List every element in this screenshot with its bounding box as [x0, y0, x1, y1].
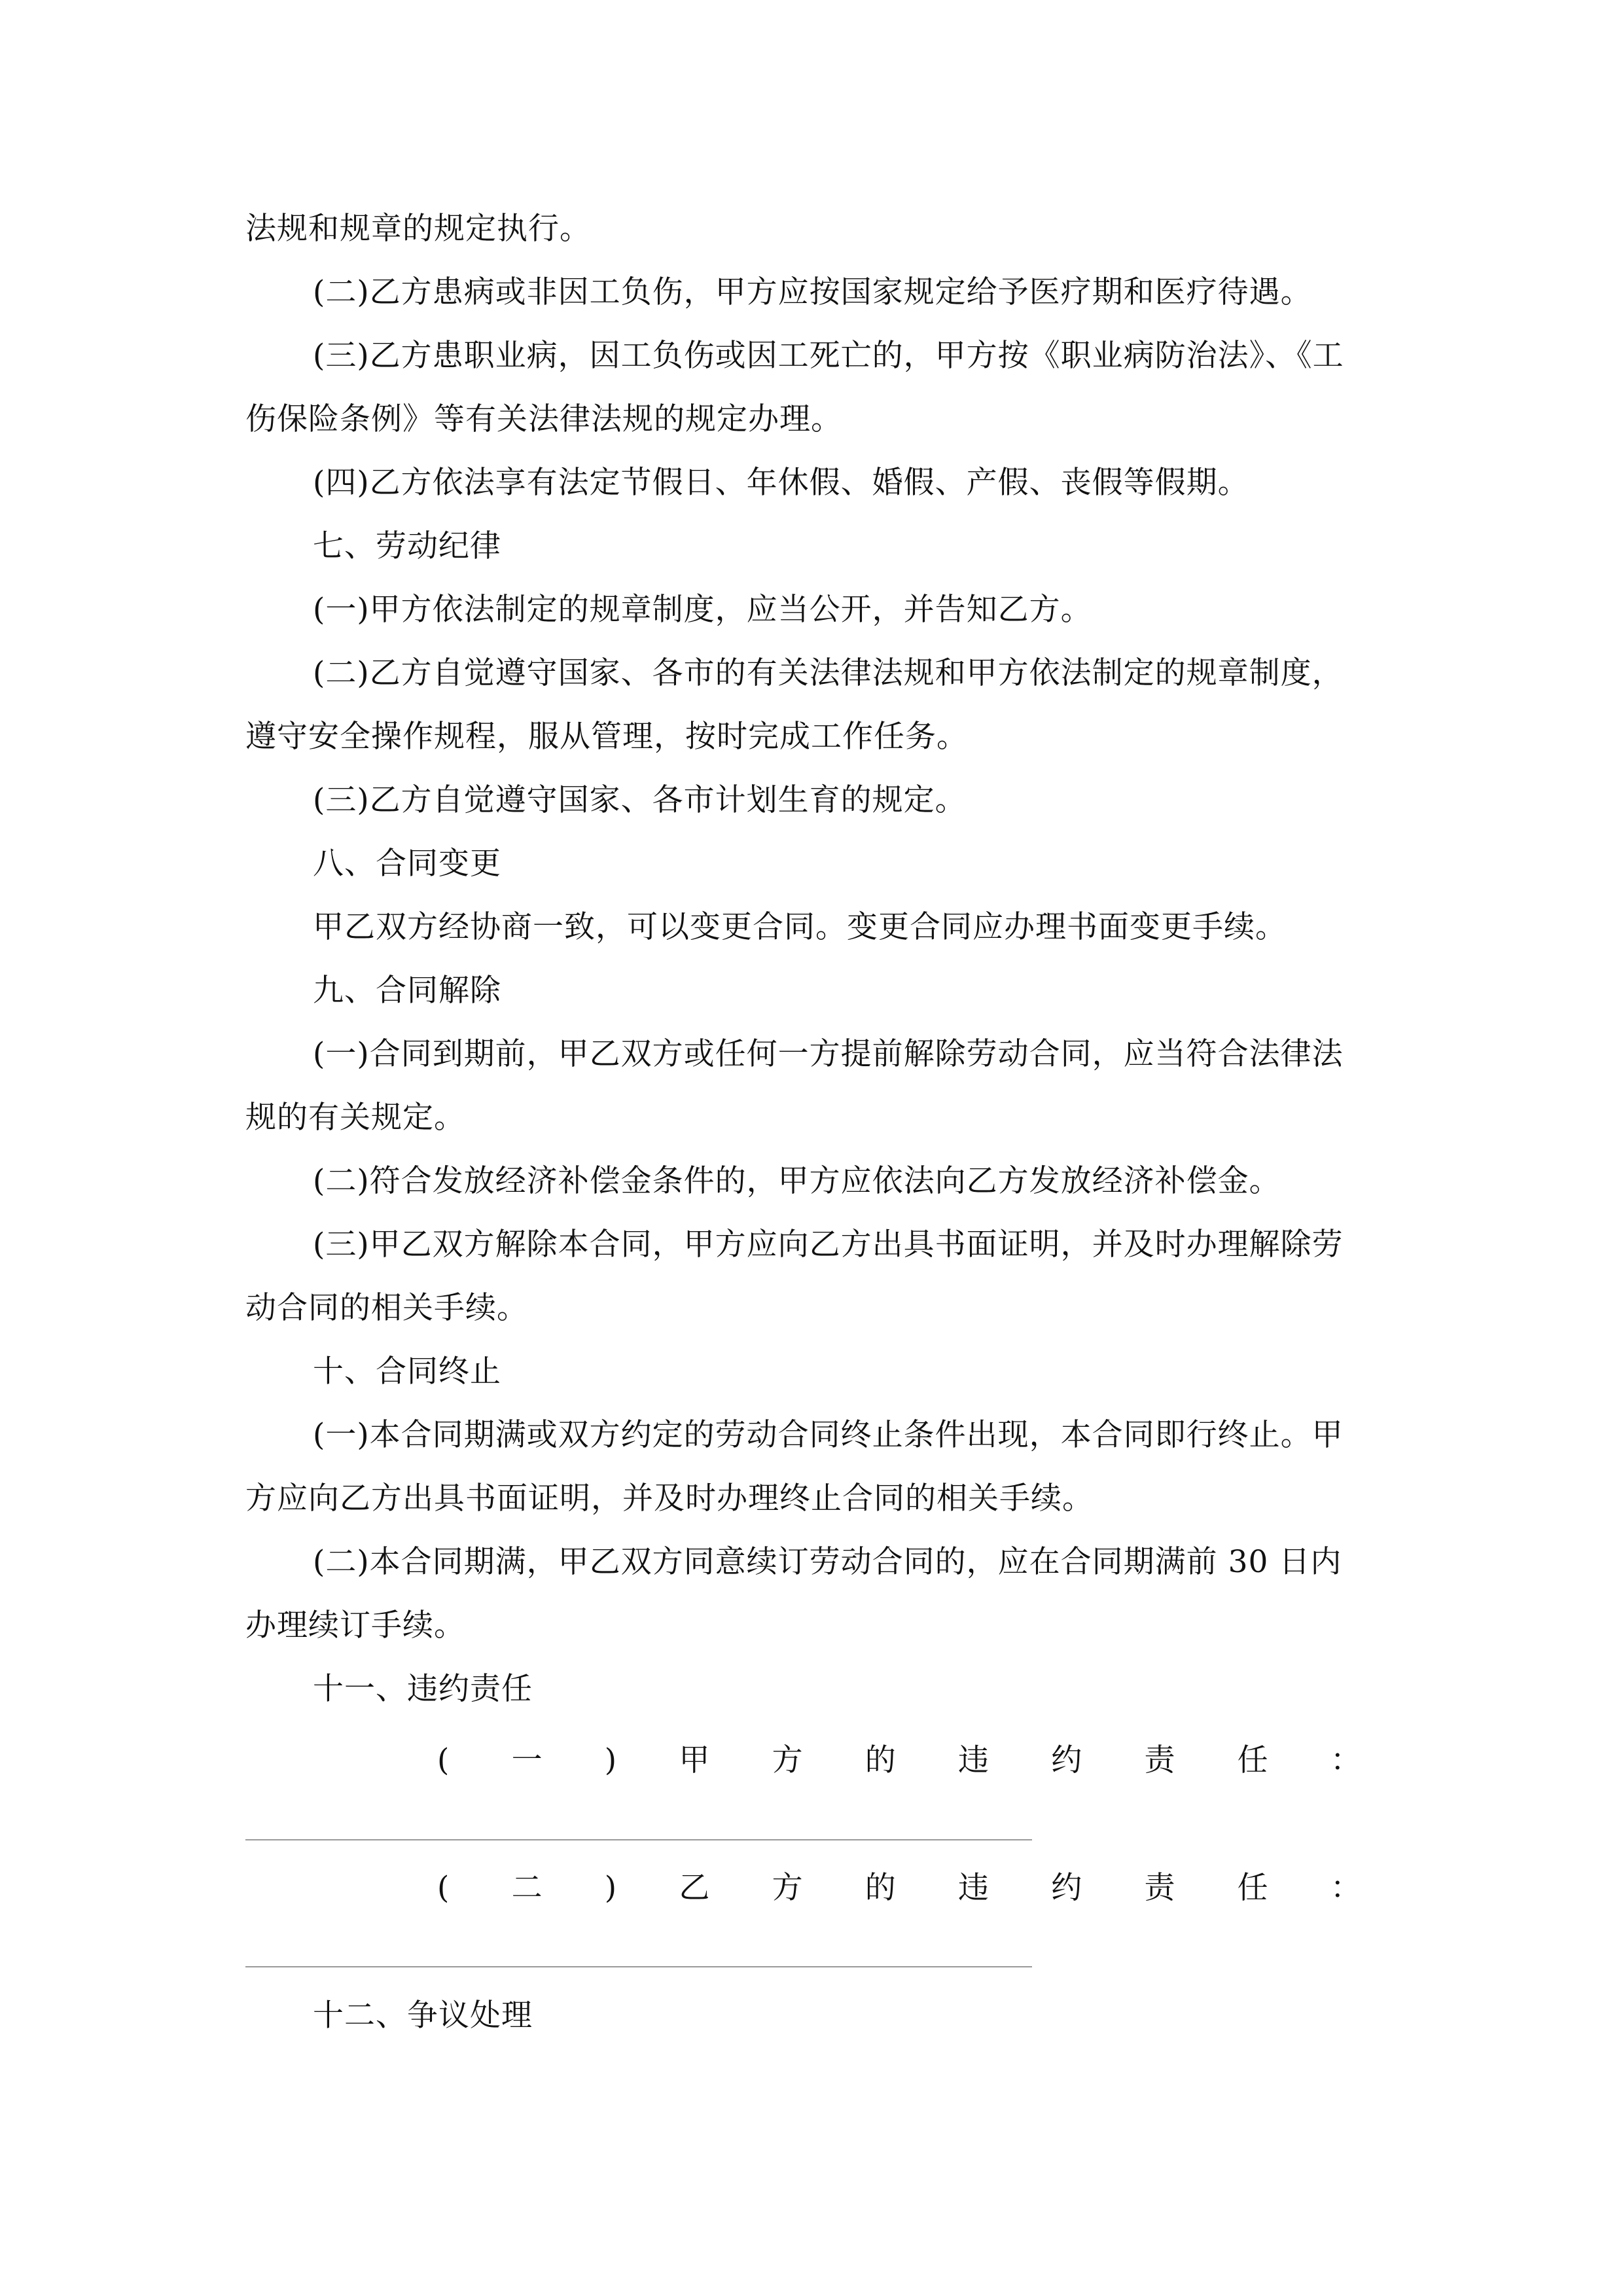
paragraph-line: 办理续订手续。	[245, 1607, 465, 1643]
paragraph-line: (一)甲方依法制定的规章制度，应当公开，并告知乙方。	[313, 592, 1092, 628]
section-heading: 十、合同终止	[313, 1354, 501, 1390]
spread-char: 方	[772, 1742, 803, 1778]
spread-char: )	[604, 1742, 617, 1778]
paragraph-line: 甲乙双方经协商一致，可以变更合同。变更合同应办理书面变更手续。	[313, 909, 1287, 945]
paragraph-line: 动合同的相关手续。	[245, 1290, 528, 1326]
paragraph-line: (二)本合同期满，甲乙双方同意续订劳动合同的，应在合同期满前 30 日内	[313, 1544, 1342, 1580]
spread-char: 的	[865, 1742, 896, 1778]
paragraph-line: (三)甲乙双方解除本合同，甲方应向乙方出具书面证明，并及时办理解除劳	[313, 1227, 1344, 1263]
spread-char: 乙	[679, 1870, 710, 1906]
paragraph-line: (一)本合同期满或双方约定的劳动合同终止条件出现，本合同即行终止。甲	[313, 1417, 1344, 1453]
spread-char: 责	[1144, 1742, 1175, 1778]
paragraph-line: (一)合同到期前，甲乙双方或任何一方提前解除劳动合同，应当符合法律法	[313, 1036, 1344, 1072]
party-a-breach-heading	[437, 1741, 1361, 1780]
spread-char: 违	[958, 1870, 989, 1906]
section-heading: 十二、争议处理	[313, 1998, 533, 2034]
spread-char: 任	[1237, 1870, 1268, 1906]
paragraph-line: (二)乙方患病或非因工负伤，甲方应按国家规定给予医疗期和医疗待遇。	[313, 274, 1312, 310]
paragraph-line: (二)符合发放经济补偿金条件的，甲方应依法向乙方发放经济补偿金。	[313, 1163, 1281, 1199]
spread-char: (	[437, 1742, 450, 1778]
spread-char: 任	[1237, 1742, 1268, 1778]
fill-in-blank-line	[245, 1966, 1032, 1967]
paragraph-line: 规的有关规定。	[245, 1100, 465, 1136]
paragraph-line: 遵守安全操作规程，服从管理，按时完成工作任务。	[245, 719, 968, 755]
paragraph-line: (四)乙方依法享有法定节假日、年休假、婚假、产假、丧假等假期。	[313, 465, 1249, 501]
fill-in-blank-line	[245, 1839, 1032, 1840]
spread-char: 违	[958, 1742, 989, 1778]
section-heading: 七、劳动纪律	[313, 528, 501, 564]
spread-char: 甲	[679, 1742, 710, 1778]
paragraph-line: 方应向乙方出具书面证明，并及时办理终止合同的相关手续。	[245, 1480, 1094, 1516]
section-heading: 八、合同变更	[313, 846, 501, 882]
spread-char: 约	[1051, 1742, 1082, 1778]
section-heading: 九、合同解除	[313, 973, 501, 1009]
paragraph-line: (三)乙方患职业病，因工负伤或因工死亡的，甲方按《职业病防治法》、《工	[313, 338, 1344, 374]
spread-char: 二	[511, 1870, 543, 1906]
spread-char: ：	[1330, 1870, 1361, 1906]
paragraph-line: (三)乙方自觉遵守国家、各市计划生育的规定。	[313, 782, 967, 818]
spread-char: 的	[865, 1870, 896, 1906]
party-b-breach-heading	[437, 1869, 1361, 1908]
paragraph-line: 伤保险条例》等有关法律法规的规定办理。	[245, 401, 842, 437]
spread-char: (	[437, 1870, 450, 1906]
spread-char: 责	[1144, 1870, 1175, 1906]
spread-char: 约	[1051, 1870, 1082, 1906]
paragraph-line: 法规和规章的规定执行。	[245, 211, 591, 247]
spread-char: )	[604, 1870, 617, 1906]
spread-char: ：	[1330, 1742, 1361, 1778]
paragraph-line: (二)乙方自觉遵守国家、各市的有关法律法规和甲方依法制定的规章制度，	[313, 655, 1344, 691]
spread-char: 一	[511, 1742, 543, 1778]
spread-char: 方	[772, 1870, 803, 1906]
section-heading: 十一、违约责任	[313, 1671, 533, 1707]
